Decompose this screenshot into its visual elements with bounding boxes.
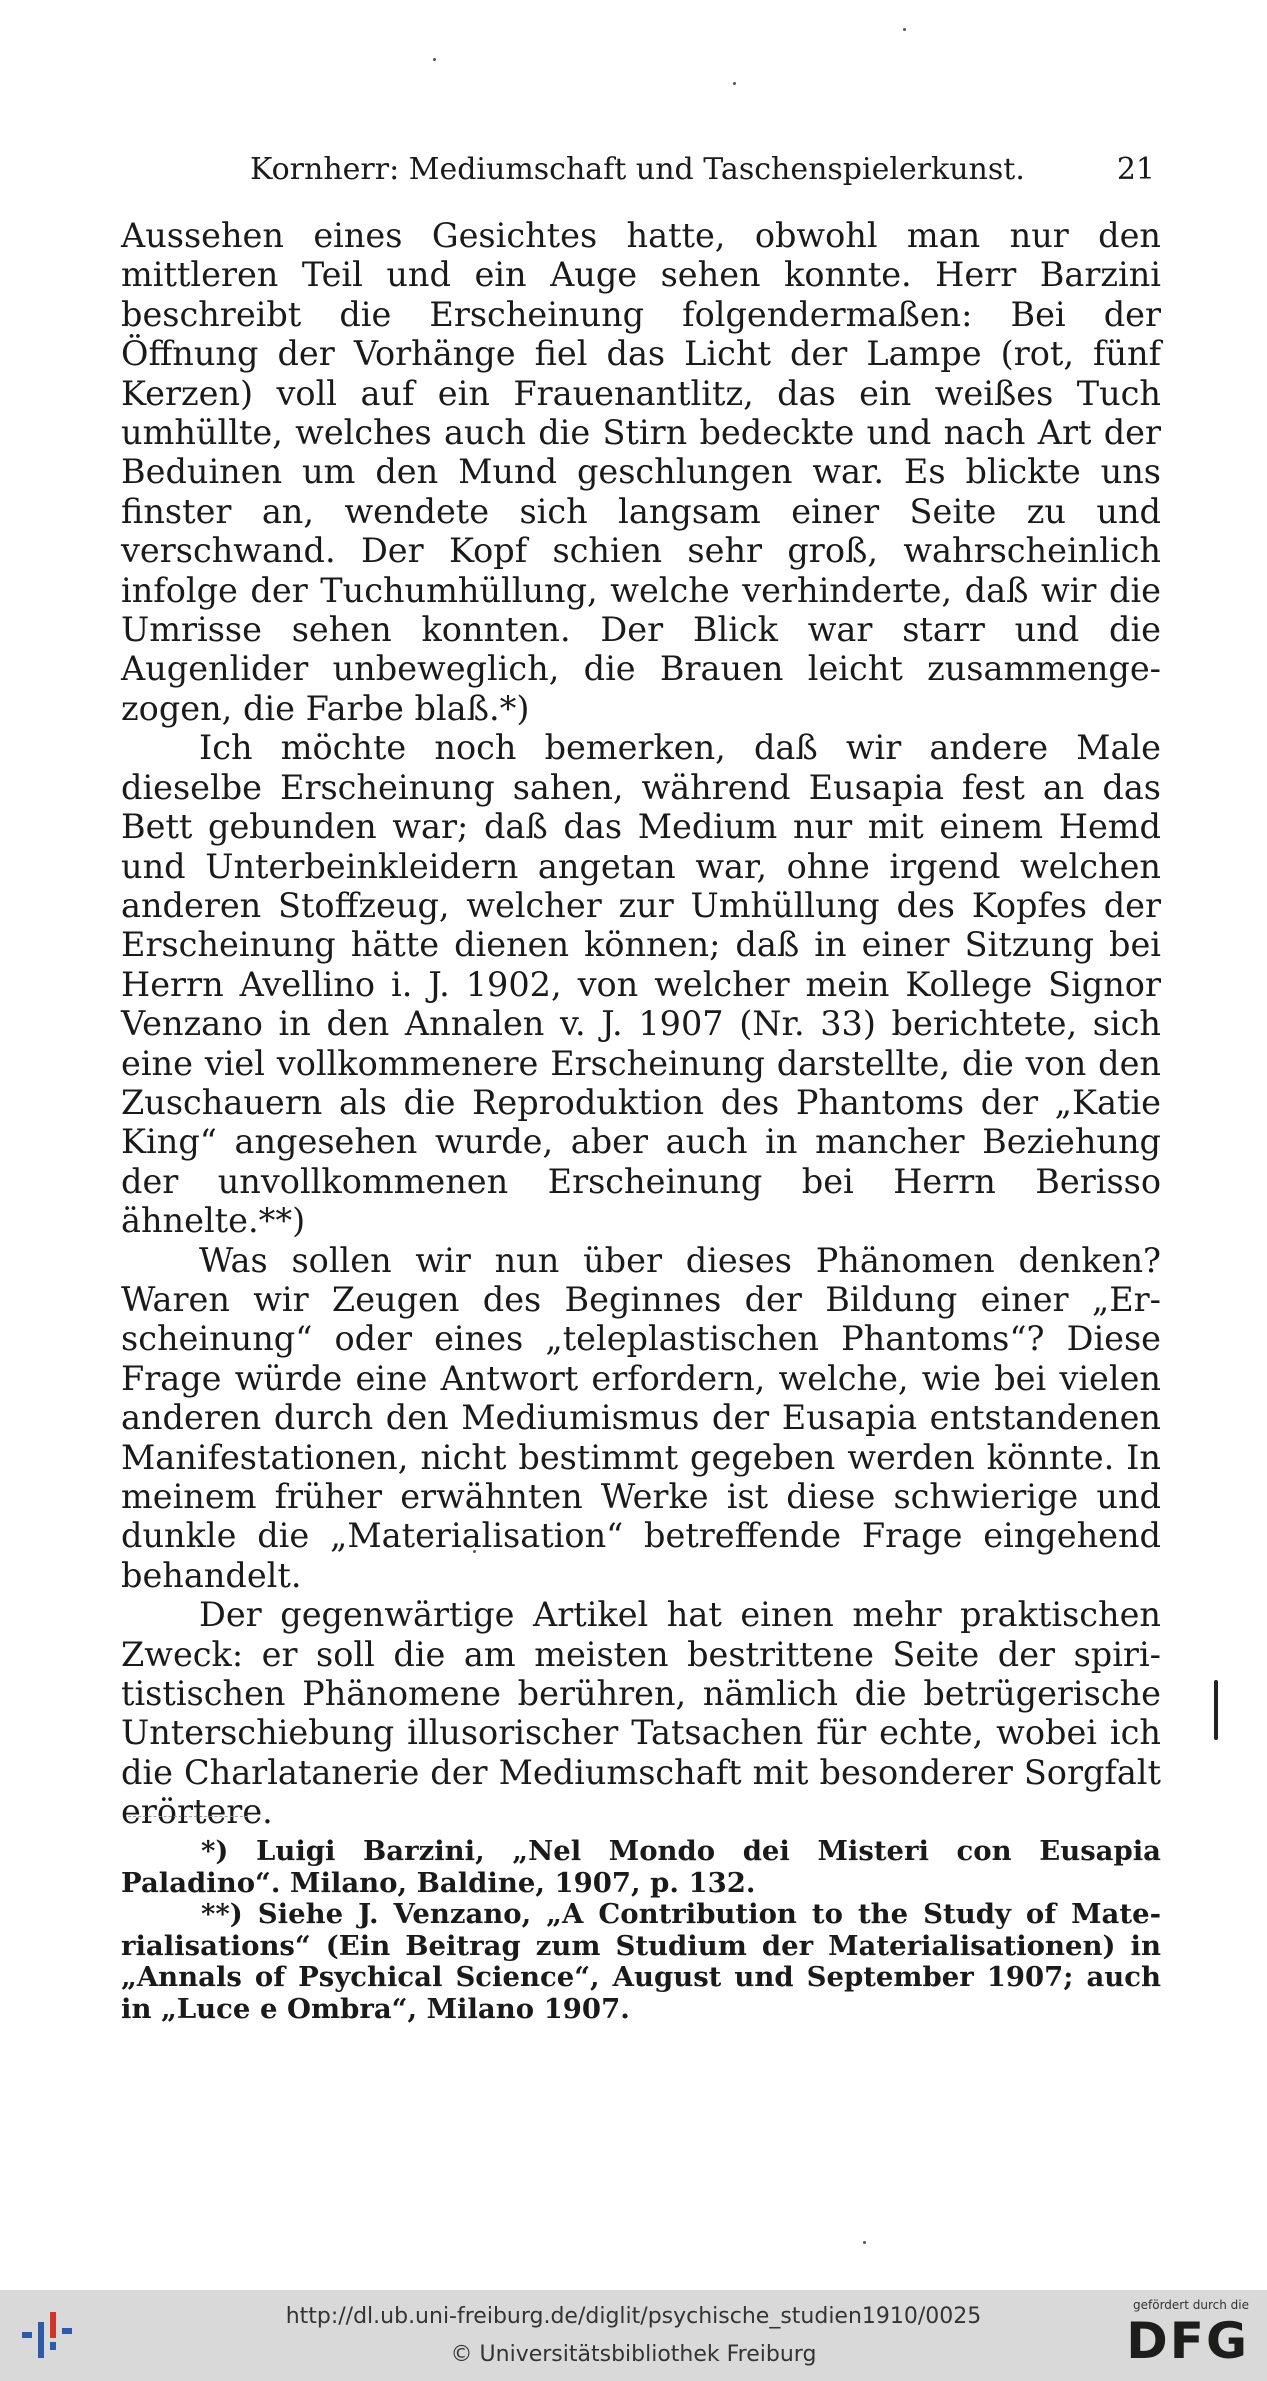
paragraph-1: Aussehen eines Gesichtes hatte, obwohl man nur den mittleren Teil und ein Auge sehen konnte. Herr Barzini beschreibt die Erscheinung folgendermaßen: Bei der Öffnung der Vorhänge fiel das Licht der Lampe (rot, fünf Kerzen) voll auf ein Frauenantlitz, das ein weißes Tuch umhüllte, welches auch die Stirn bedeckte und nach Art der Beduinen um den Mund geschlungen war. Es blickte uns finster an, wendete sich langsam einer Seite zu und verschwand. Der Kopf schien sehr groß, wahrscheinlich infolge der Tuchumhüllung, welche verhinderte, daß wir die Umrisse sehen konnten. Der Blick war starr und die Augenlider unbeweglich, die Brauen leicht zusammengezogen, die Farbe blaß.*) [121,216,1161,728]
footnote-2: **) Siehe J. Venzano, „A Contribution to the Study of Materialisations“ (Ein Beitrag zum Studium der Materialisationen) in „Annals of Psychical Science“, August und September 1907; auch in „Luce e Ombra“, Milano 1907. [121,1898,1161,2025]
dfg-funding-label: gefördert durch die [1133,2298,1249,2312]
paragraph-3: Was sollen wir nun über dieses Phänomen denken? Waren wir Zeugen des Beginnes der Bildung einer „Erscheinung“ oder eines „teleplastischen Phantoms“? Diese Frage würde eine Antwort erfordern, welche, wie bei vielen anderen durch den Mediumismus der Eusapia entstandenen Manifestationen, nicht bestimmt gegeben werden könnte. In meinem früher erwähnten Werke ist diese schwierige und dunkle die „Materialisation“ betreffende Frage eingehend behandelt. [121,1240,1161,1595]
paragraph-4: Der gegenwärtige Artikel hat einen mehr praktischen Zweck: er soll die am meisten bestrittene Seite der spiritistischen Phänomene berühren, nämlich die betrügerische Unterschiebung illusorischer Tatsachen für echte, wobei ich die Charlatanerie der Mediumschaft mit besonderer Sorgfalt erörtere. [121,1595,1161,1832]
footnotes [121,1836,1161,2025]
margin-mark [1214,1680,1218,1740]
footnote-rule [128,1816,248,1817]
scan-speck [433,58,436,61]
footnote-1: *) Luigi Barzini, „Nel Mondo dei Misteri con Eusapia Paladino“. Milano, Baldine, 1907, p. 132. [121,1835,1161,1899]
footer-bar [0,2290,1267,2381]
page-url[interactable]: http://dl.ub.uni-freiburg.de/diglit/psychische_studien1910/0025 [285,2304,982,2329]
running-head-title: Kornherr: Mediumschaft und Taschenspielerkunst. [250,152,1025,187]
dfg-logo[interactable] [1099,2298,1249,2376]
scan-speck [863,2241,866,2244]
paragraph-2: Ich möchte noch bemerken, daß wir andere Male dieselbe Erscheinung sahen, während Eusapia fest an das Bett gebunden war; daß das Medium nur mit einem Hemd und Unterbeinkleidern angetan war, ohne irgend welchen anderen Stoffzeug, welcher zur Umhüllung des Kopfes der Erscheinung hätte dienen können; daß in einer Sitzung bei Herrn Avellino i. J. 1902, von welcher mein Kollege Signor Venzano in den Annalen v. J. 1907 (Nr. 33) berichtete, sich eine viel vollkommenere Erscheinung darstellte, die von den Zuschauern als die Reproduktion des Phantoms der „Katie King“ angesehen wurde, aber auch in mancher Beziehung der unvollkommenen Erscheinung bei Herrn Berisso ähnelte.**) [121,728,1161,1241]
scan-speck [733,82,736,85]
scan-speck [903,28,906,31]
copyright-notice: © Universitätsbibliothek Freiburg [450,2342,817,2367]
page-number: 21 [1116,152,1155,187]
body-text [121,216,1161,1832]
running-head [250,150,1155,190]
dfg-logo-text: DFG [1126,2312,1249,2370]
